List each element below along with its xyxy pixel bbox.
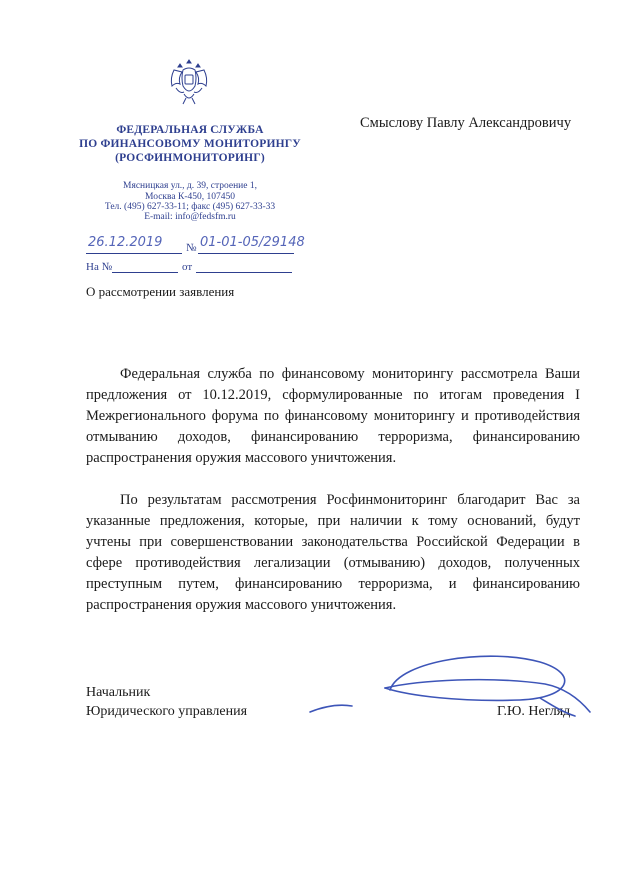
org-name-line-2: ПО ФИНАНСОВОМУ МОНИТОРИНГУ	[79, 138, 301, 150]
org-name-line-3: (РОСФИНМОНИТОРИНГ)	[115, 152, 265, 164]
signatory-title-line-1: Начальник	[86, 685, 151, 700]
ref-label: На №	[86, 261, 113, 273]
registration-number: 01-01-05/29148	[200, 235, 305, 250]
letter-subject: О рассмотрении заявления	[86, 284, 235, 299]
address-line-3: Тел. (495) 627-33-11; факс (495) 627-33-33	[104, 202, 276, 212]
address-line-2: Москва К-450, 107450	[145, 192, 235, 202]
ref-number-underline	[112, 272, 178, 273]
signatory-title-line-2: Юридического управления	[86, 704, 248, 719]
address-line-1: Мясницкая ул., д. 39, строение 1,	[123, 181, 257, 191]
ref-from-label: от	[182, 261, 193, 273]
recipient-name: Смыслову Павлу Александровичу	[360, 115, 572, 131]
address-line-4: E-mail: info@fedsfm.ru	[144, 212, 236, 222]
body-paragraph-2	[86, 490, 580, 616]
date-underline	[86, 253, 182, 254]
russian-coat-of-arms-icon	[166, 56, 212, 108]
registration-date: 26.12.2019	[88, 235, 163, 250]
body-paragraph-1-text: Федеральная служба по финансовому мониторингу рассмотрела Ваши предложения от 10.12.2019, сформулированные по итогам проведения I Межрегионального форума по финансовому мониторингу и противодействия отмыванию доходов, финансированию терроризма, финансированию распространения оружия массового уничтожения.	[86, 366, 580, 466]
number-label: №	[186, 242, 197, 254]
body-paragraph-2-text: По результатам рассмотрения Росфинмониторинг благодарит Вас за указанные предложения, которые, при наличии к тому оснований, будут учтены при совершенствовании законодательства Российской Федерации в сфере противодействия легализации (отмыванию) доходов, полученных преступным путем, финансированию терроризма, и финансированию распространения оружия массового уничтожения.	[86, 492, 580, 613]
handwritten-signature	[290, 640, 610, 730]
number-underline	[198, 253, 294, 254]
signatory-name: Г.Ю. Негляд	[497, 704, 571, 719]
org-name-line-1: ФЕДЕРАЛЬНАЯ СЛУЖБА	[116, 124, 264, 136]
ref-date-underline	[196, 272, 292, 273]
body-paragraph-1	[86, 364, 580, 469]
